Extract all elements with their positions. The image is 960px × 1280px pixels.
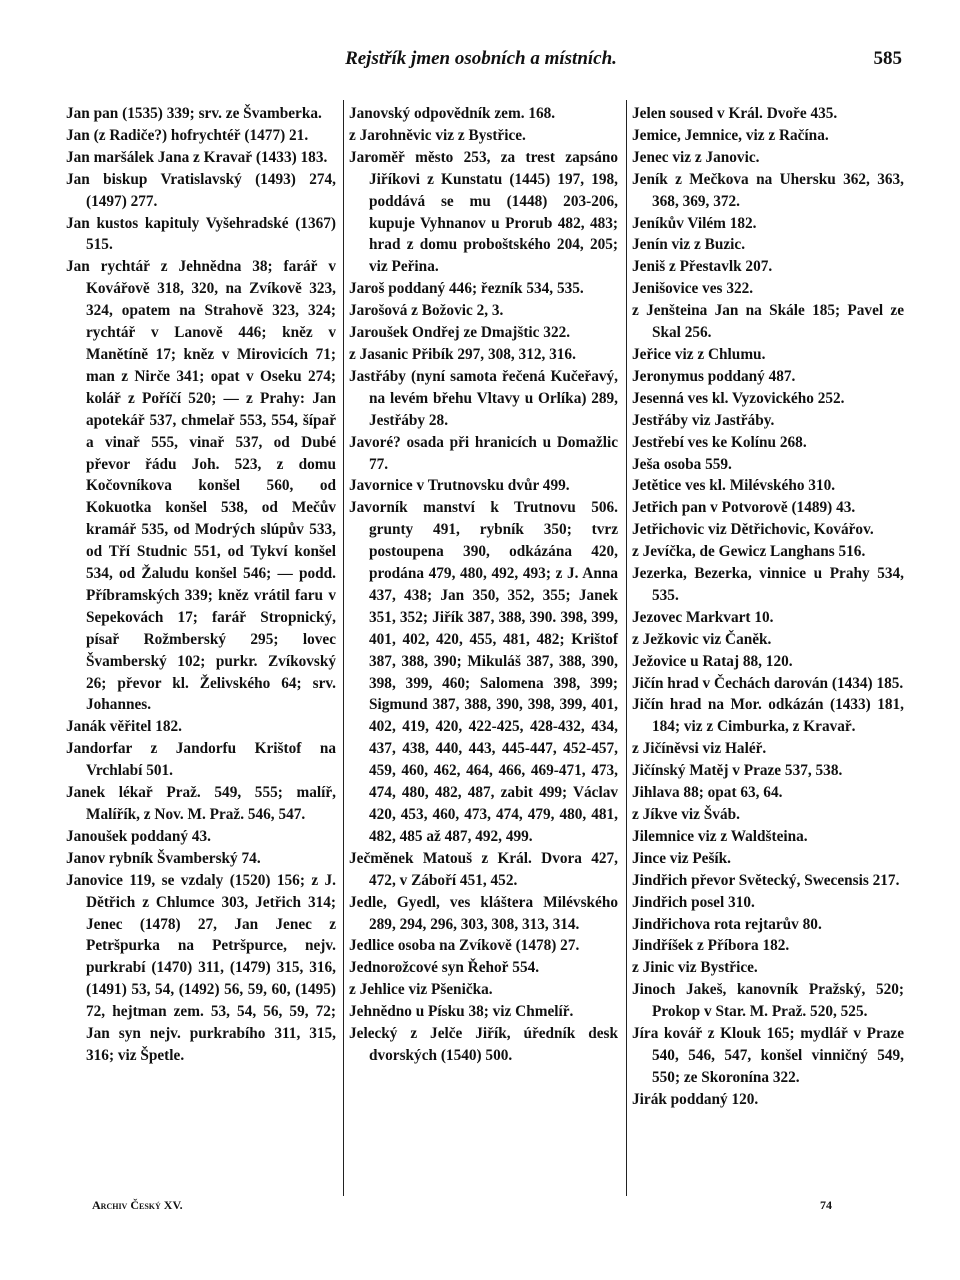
index-entry: Jastřáby (nyní samota řečená Kučeřavý, na levém břehu Vltavy u Orlíka) 289, Jestřáby 28.: [349, 367, 618, 429]
index-entry: Javornice v Trutnovsku dvůr 499.: [349, 477, 570, 495]
index-entry: Janovský odpovědník zem. 168.: [349, 105, 556, 122]
index-entry: Jihlava 88; opat 63, 64.: [632, 784, 783, 802]
index-entry: Jedlice osoba na Zvíkově (1478) 27.: [349, 937, 580, 955]
index-entry: Jelen soused v Král. Dvoře 435.: [632, 105, 838, 122]
index-entry: z Jarohněvic viz z Bystřice.: [349, 126, 526, 144]
column-divider: [343, 100, 344, 1196]
column-divider: [626, 100, 627, 1196]
index-entry: Javoré? osada při hranicích u Domažlic 77.: [349, 433, 618, 473]
index-entry: Janoušek poddaný 43.: [66, 827, 211, 845]
index-entry: Ječměnek Matouš z Král. Dvora 427, 472, v Záboří 451, 452.: [349, 849, 618, 889]
index-entry: Jaroměř město 253, za trest zapsáno Jiříkovi z Kunstatu (1445) 197, 198, poddává se mu (1448) 203-206, kupuje Vyhnanov u Prorub 482, 483; hrad z domu proboštského 204, 205; viz Peřina.: [349, 148, 618, 276]
index-entry: Jednorožcové syn Řehoř 554.: [349, 959, 540, 977]
index-entry: Jetřichovic viz Dětřichovic, Kovářov.: [632, 521, 874, 539]
index-column-1: [66, 103, 336, 1067]
index-entry: z Ježkovic viz Čaněk.: [632, 630, 772, 648]
index-entry: Jindřichova rota rejtarův 80.: [632, 915, 822, 933]
page-header: [60, 48, 902, 78]
index-entry: z Jíkve viz Šváb.: [632, 806, 740, 823]
index-entry: Jan (z Radiče?) hofrychtéř (1477) 21.: [66, 126, 309, 144]
index-entry: Jestřáby viz Jastřáby.: [632, 411, 775, 429]
index-entry: Jeník z Mečkova na Uhersku 362, 363, 368, 369, 372.: [632, 170, 904, 210]
index-entry: Jarošová z Božovic 2, 3.: [349, 302, 504, 320]
index-entry: Jindřich posel 310.: [632, 893, 755, 911]
index-entry: Jestřebí ves ke Kolínu 268.: [632, 433, 807, 451]
index-entry: Janov rybník Švamberský 74.: [66, 849, 261, 867]
index-entry: Janovice 119, se vzdaly (1520) 156; z J. Dětřich z Chlumce 303, Jetřich 314; Jenec (1478) 27, Jan Jenec z Petršpurka na Petršpurce, nejv. purkrabí (1470) 311, (1479) 315, 316, (1491) 53, 54, (1492) 56, 59, 60, (1495) 72, hejtman zem. 53, 54, 56, 59, 72; Jan syn nejv. purkrabího 311, 315, 316; viz Špetle.: [66, 871, 336, 1064]
index-entry: Jilemnice viz z Waldšteina.: [632, 827, 808, 845]
index-entry: Jelecký z Jelče Jiřík, úředník desk dvorských (1540) 500.: [349, 1025, 618, 1064]
index-entry: Jan rychtář z Jehnědna 38; farář v Kovářově 318, 320, na Zvíkově 323, 324, opatem na Strahově 323, 324; rychtář v Lanově 446; kněz v Manětíně 17; kněz v Mirovicích 71; man z Nirče 341; opat v Oseku 274; kolář z Poříčí 520; — z Prahy: Jan apotekář 537, chmelař 553, 554, šípař a vinař 555, vinař 537, od Dubé převor řádu Joh. 523, z domu Kočovníkova konšel 560, od Kokuotka konšel 538, od Mečův kramář 535, od Modrých slúpův 533, od Tří Studnic 551, od Tykví konšel 534, od Žaludu konšel 546; — podd. Příbramských 339; kněz vrátil faru v Sepekovách 17; farář Stropnický, písař Rožmberský 295; lovec Švamberský 102; purkr. Zvíkovský 26; převor kl. Želivského 64; srv. Johannes.: [66, 258, 336, 714]
index-entry: Jan kustos kapituly Vyšehradské (1367) 515.: [66, 214, 336, 254]
index-entry: Jezovec Markvart 10.: [632, 608, 774, 626]
index-entry: Jeřice viz z Chlumu.: [632, 345, 766, 363]
index-entry: Jičín hrad na Mor. odkázán (1433) 181, 184; viz z Cimburka, z Kravař.: [632, 696, 904, 736]
index-column-2: [349, 103, 618, 1067]
index-entry: Jetětice ves kl. Milévského 310.: [632, 477, 836, 495]
index-column-3: [632, 103, 904, 1111]
index-entry: Jaroušek Ondřej ze Dmajštic 322.: [349, 324, 571, 342]
sheet-number: 74: [820, 1198, 832, 1212]
index-entry: Jeníkův Vilém 182.: [632, 214, 757, 232]
index-entry: Jan biskup Vratislavský (1493) 274, (1497) 277.: [66, 170, 336, 210]
index-entry: z Jevíčka, de Gewicz Langhans 516.: [632, 543, 866, 561]
index-entry: z Jičíněvsi viz Haléř.: [632, 740, 767, 758]
index-entry: z Jinic viz Bystřice.: [632, 959, 758, 977]
index-entry: Jaroš poddaný 446; řezník 534, 535.: [349, 280, 584, 298]
index-entry: Jinoch Jakeš, kanovník Pražský, 520; Prokop v Star. M. Praž. 520, 525.: [632, 981, 904, 1021]
index-entry: z Jenšteina Jan na Skále 185; Pavel ze Skal 256.: [632, 302, 904, 342]
index-entry: Jeronymus poddaný 487.: [632, 367, 796, 385]
index-entry: Ježovice u Rataj 88, 120.: [632, 652, 793, 670]
index-entry: Javorník manství k Trutnovu 506. grunty 491, rybník 350; tvrz postoupena 390, odkázána 420, prodána 479, 480, 492, 493; z J. Anna 437, 438; Jan 350, 352, 355; Janek 351, 352; Jiřík 387, 388, 390. 398, 399, 401, 402, 420, 455, 481, 482; Krištof 387, 388, 390; Mikuláš 387, 388, 390, 398, 399, 460; Salomena 398, 399; Sigmund 387, 388, 390, 398, 399, 401, 402, 419, 420, 422-425, 428-432, 434, 437, 438, 440, 443, 445-447, 452-457, 459, 460, 462, 464, 466, 469-471, 473, 474, 480, 482, 487, zabit 499; Václav 420, 453, 460, 473, 474, 479, 480, 481, 482, 485 až 487, 492, 499.: [349, 499, 618, 845]
index-entry: Jandorfar z Jandorfu Krištof na Vrchlabí 501.: [66, 740, 336, 780]
page-number: 585: [873, 48, 902, 69]
index-entry: Jeniš z Přestavlk 207.: [632, 258, 773, 276]
index-entry: Jindřich převor Světecký, Swecensis 217.: [632, 871, 900, 889]
signature-mark: Archiv Český XV.: [92, 1198, 183, 1212]
index-entry: Jíra kovář z Klouk 165; mydlář v Praze 540, 546, 547, konšel vinničný 549, 550; ze Skoronína 322.: [632, 1025, 904, 1086]
index-entry: Jirák poddaný 120.: [632, 1090, 759, 1108]
index-entry: Janek lékař Praž. 549, 555; malíř, Malířík, z Nov. M. Praž. 546, 547.: [66, 784, 336, 823]
index-entry: z Jasanic Přibík 297, 308, 312, 316.: [349, 345, 576, 363]
index-entry: Jemice, Jemnice, viz z Račína.: [632, 126, 829, 144]
index-entry: Jenín viz z Buzic.: [632, 236, 746, 254]
index-entry: Jenišovice ves 322.: [632, 280, 754, 298]
index-entry: Jan pan (1535) 339; srv. ze Švamberka.: [66, 105, 322, 122]
running-title: Rejstřík jmen osobních a místních.: [345, 48, 617, 69]
index-entry: Jan maršálek Jana z Kravař (1433) 183.: [66, 148, 328, 166]
index-entry: Jehnědno u Písku 38; viz Chmelíř.: [349, 1003, 574, 1021]
index-entry: Janák věřitel 182.: [66, 718, 182, 736]
index-entry: Jedle, Gyedl, ves kláštera Milévského 289, 294, 296, 303, 308, 313, 314.: [349, 893, 618, 933]
index-entry: Ješa osoba 559.: [632, 455, 732, 473]
index-entry: Jičín hrad v Čechách darován (1434) 185.: [632, 674, 904, 692]
index-entry: Jezerka, Bezerka, vinnice u Prahy 534, 535.: [632, 565, 904, 604]
index-entry: z Jehlice viz Pšenička.: [349, 981, 493, 999]
index-entry: Jenec viz z Janovic.: [632, 148, 760, 166]
index-entry: Jesenná ves kl. Vyzovického 252.: [632, 389, 845, 407]
index-entry: Jindříšek z Příbora 182.: [632, 937, 790, 955]
index-entry: Jince viz Pešík.: [632, 849, 731, 867]
index-entry: Jetřich pan v Potvorově (1489) 43.: [632, 499, 856, 517]
index-entry: Jičínský Matěj v Praze 537, 538.: [632, 762, 843, 780]
